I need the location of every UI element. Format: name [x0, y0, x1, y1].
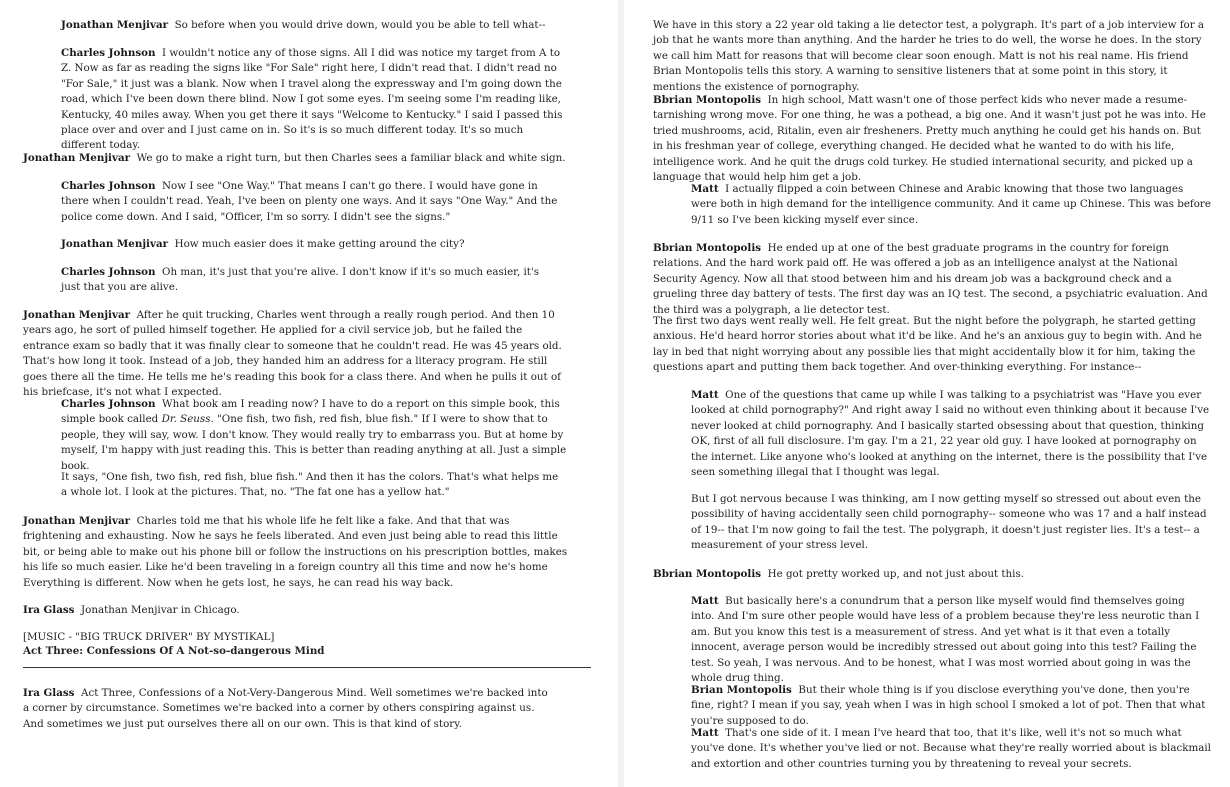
- transcript-turn: [61, 265, 561, 296]
- speaker-name: Brian Montopolis: [691, 684, 792, 696]
- music-cue: [MUSIC - "BIG TRUCK DRIVER" BY MYSTIKAL]: [23, 631, 275, 643]
- transcript-turn: [653, 93, 1213, 185]
- speaker-name: Bbrian Montopolis: [653, 242, 762, 254]
- turn-text: I actually flipped a coin between Chinese and Arabic knowing that those two languages were both in high demand for the intelligence community. And it came up Chinese. This was before 9/11 so I've been kicking myself ever since.: [691, 183, 1211, 226]
- speaker-name: Charles Johnson: [61, 180, 156, 192]
- turn-text: I wouldn't notice any of those signs. All I did was notice my target from A to Z. Now as far as reading the signs like "For Sale" right here, I didn't read that. I didn't read no "For Sale," it just was a blank. Now when I travel along the expressway and I'm going down the road, which I've been down there blind. Now I got some eyes. I'm seeing some I'm reading like, Kentucky, 40 miles away. When you get there it says "Welcome to Kentucky." I said I passed this place over and over and I just came on in. So it's is so much different today. It's so much different today.: [61, 47, 563, 152]
- turn-text: That's one side of it. I mean I've heard that too, that it's like, well it's not so much what you've done. It's whether you've lied or not. Because what they're really worried about is blackmail and extortion and other countries turning you by threatening to reveal your secrets.: [691, 727, 1211, 770]
- turn-text: It says, "One fish, two fish, red fish, blue fish." And then it has the colors. That's what helps me a whole lot. I look at the pictures. That, no. "The fat one has a yellow hat.": [61, 471, 559, 499]
- act-title: Act Three: Confessions Of A Not-so-dangerous Mind: [23, 645, 325, 657]
- turn-text: So before when you would drive down, would you be able to tell what--: [174, 19, 546, 31]
- transcript-paragraph: [61, 470, 561, 501]
- transcript-turn: [61, 237, 571, 252]
- turn-text: The first two days went really well. He felt great. But the night before the polygraph, he started getting anxious. He'd heard horror stories about what it'd be like. And he's an anxious guy to begin with. And he lay in bed that night worrying about any possible lies that might accidentally blow it for him, taking the questions apart and putting them back together. And over-thinking everything. For instance--: [653, 315, 1202, 374]
- speaker-name: Jonathan Menjivar: [23, 152, 131, 164]
- turn-text: But their whole thing is if you disclose everything you've done, then you're fine, right? I mean if you say, yeah when I was in high school I smoked a lot of pot. Then that what you're supposed to do.: [691, 684, 1206, 727]
- turn-text: He ended up at one of the best graduate programs in the country for foreign relations. And the hard work paid off. He was offered a job as an intelligence analyst at the National Security Agency. Now all that stood between him and his dream job was a background check and a grueling three day battery of tests. The first day was an IQ test. The second, a psychiatric evaluation. And the third was a polygraph, a lie detector test.: [653, 242, 1208, 316]
- transcript-turn: [61, 179, 561, 225]
- turn-text: But basically here's a conundrum that a person like myself would find themselves going into. And I'm sure other people would have less of a problem because they're less neurotic than I am. But you know this test is a measurement of stress. And yet what is it that even a totally innocent, average person would be incredibly stressed out about going into this test? Failing the test. So yeah, I was nervous. And to be honest, what I was most worried about going in was the whole drug thing.: [691, 595, 1200, 685]
- section-divider: [23, 667, 591, 668]
- transcript-turn: [23, 686, 553, 732]
- turn-text: Oh man, it's just that you're alive. I don't know if it's so much easier, it's just that you are alive.: [61, 266, 540, 294]
- speaker-name: Matt: [691, 595, 719, 607]
- turn-text: We go to make a right turn, but then Charles sees a familiar black and white sign.: [136, 152, 566, 164]
- speaker-name: Jonathan Menjivar: [61, 19, 169, 31]
- speaker-name: Charles Johnson: [61, 398, 156, 410]
- speaker-name: Jonathan Menjivar: [23, 515, 131, 527]
- turn-text: What book am I reading now? I have to do a report on this simple book, this simple book called: [61, 398, 560, 426]
- turn-text: We have in this story a 22 year old taking a lie detector test, a polygraph. It's part of a job interview for a job that he wants more than anything. And the harder he tries to do well, the worse he does. In the story we call him Matt for reasons that will become clear soon enough. Matt is not his real name. His friend Brian Montopolis tells this story. A warning to sensitive listeners that at some point in this story, it mentions the existence of pornography.: [653, 19, 1205, 93]
- transcript-turn: [23, 151, 573, 166]
- speaker-name: Matt: [691, 183, 719, 195]
- speaker-name: Jonathan Menjivar: [23, 309, 131, 321]
- turn-text: One of the questions that came up while I was talking to a psychiatrist was "Have you ever looked at child pornography?" And right away I said no without even thinking about it because I've never looked at child pornography. And I basically started obsessing about that question, thinking OK, first of all full disclosure. I'm gay. I'm a 21, 22 year old guy. I have looked at pornography on the internet. Like anyone who's looked at anything on the internet, there is the possibility that I've seen something illegal that I thought was legal.: [691, 389, 1210, 479]
- transcript-turn: [691, 683, 1211, 729]
- transcript-turn: [691, 388, 1211, 480]
- speaker-name: Bbrian Montopolis: [653, 94, 762, 106]
- speaker-name: Charles Johnson: [61, 266, 156, 278]
- speaker-name: Matt: [691, 389, 719, 401]
- speaker-name: Charles Johnson: [61, 47, 156, 59]
- transcript-turn: [653, 241, 1213, 318]
- transcript-turn: [691, 182, 1211, 228]
- speaker-name: Ira Glass: [23, 687, 75, 699]
- transcript-turn: [691, 594, 1211, 686]
- turn-text: Charles told me that his whole life he felt like a fake. And that that was frightening and exhausting. Now he says he feels liberated. And even just being able to read this little bit, or being able to make out his phone bill or follow the instructions on his prescription bottles, makes his life so much easier. Like he'd been traveling in a foreign country all this time and now he's home Everything is different. Now when he gets lost, he says, he can read his way back.: [23, 515, 568, 589]
- turn-text: He got pretty worked up, and not just about this.: [767, 568, 1025, 580]
- column-divider: [618, 0, 624, 787]
- transcript-turn: [691, 726, 1211, 772]
- transcript-paragraph: [653, 314, 1213, 376]
- speaker-name: Jonathan Menjivar: [61, 238, 169, 250]
- speaker-name: Ira Glass: [23, 604, 75, 616]
- transcript-turn: [61, 46, 571, 154]
- turn-text: How much easier does it make getting around the city?: [174, 238, 465, 250]
- transcript-turn: [61, 397, 571, 474]
- transcript-turn: [23, 308, 568, 400]
- turn-text: Jonathan Menjivar in Chicago.: [81, 604, 240, 616]
- transcript-turn: [23, 514, 568, 591]
- turn-text: Act Three, Confessions of a Not-Very-Dangerous Mind. Well sometimes we're backed into a corner by circumstance. Sometimes we're backed into a corner by others conspiring against us. And sometimes we just put ourselves there all on our own. This is that kind of story.: [23, 687, 548, 730]
- transcript-turn: [23, 603, 568, 618]
- turn-text: Now I see "One Way." That means I can't go there. I would have gone in there when I couldn't read. Yeah, I've been on plenty one ways. And it says "One Way." And the police come down. And I said, "Officer, I'm so sorry. I didn't see the signs.": [61, 180, 558, 223]
- turn-text: But I got nervous because I was thinking, am I now getting myself so stressed out about even the possibility of having accidentally seen child pornography-- someone who was 17 and a half instead of 19-- that I'm now going to fail the test. The polygraph, it doesn't just register lies. It's a test-- a measurement of your stress level.: [691, 493, 1207, 552]
- transcript-paragraph: [691, 492, 1211, 554]
- transcript-turn: [61, 18, 571, 33]
- turn-text: . "One fish, two fish, red fish, blue fish." If I were to show that to people, they will say, wow. I don't know. They would really try to embarrass you. But at home by myself, I'm happy with just reading this. This is better than reading anything at all. Just a simple book.: [61, 413, 567, 472]
- turn-text: In high school, Matt wasn't one of those perfect kids who never made a resume-tarnishing wrong move. For one thing, he was a pothead, a big one. And it wasn't just pot he was into. He tried mushrooms, acid, Ritalin, even air fresheners. Pretty much anything he could get his hands on. But in his freshman year of college, everything changed. He decided what he wanted to do with his life, intelligence work. And he quit the drugs cold turkey. He studied international security, and picked up a language that would help him get a job.: [653, 94, 1206, 184]
- speaker-name: Bbrian Montopolis: [653, 568, 762, 580]
- speaker-name: Matt: [691, 727, 719, 739]
- turn-text: After he quit trucking, Charles went through a really rough period. And then 10 years ago, he sort of pulled himself together. He applied for a civil service job, but he failed the entrance exam so badly that it was finally clear to someone that he couldn't read. He was 45 years old. That's how long it took. Instead of a job, they handed him an address for a literacy program. He still goes there all the time. He tells me he's reading this book for a class there. And when he pulls it out of his briefcase, it's not what I expected.: [23, 309, 562, 399]
- book-title: Dr. Seuss: [161, 413, 211, 426]
- transcript-paragraph: [653, 18, 1213, 95]
- transcript-turn: [653, 567, 1213, 582]
